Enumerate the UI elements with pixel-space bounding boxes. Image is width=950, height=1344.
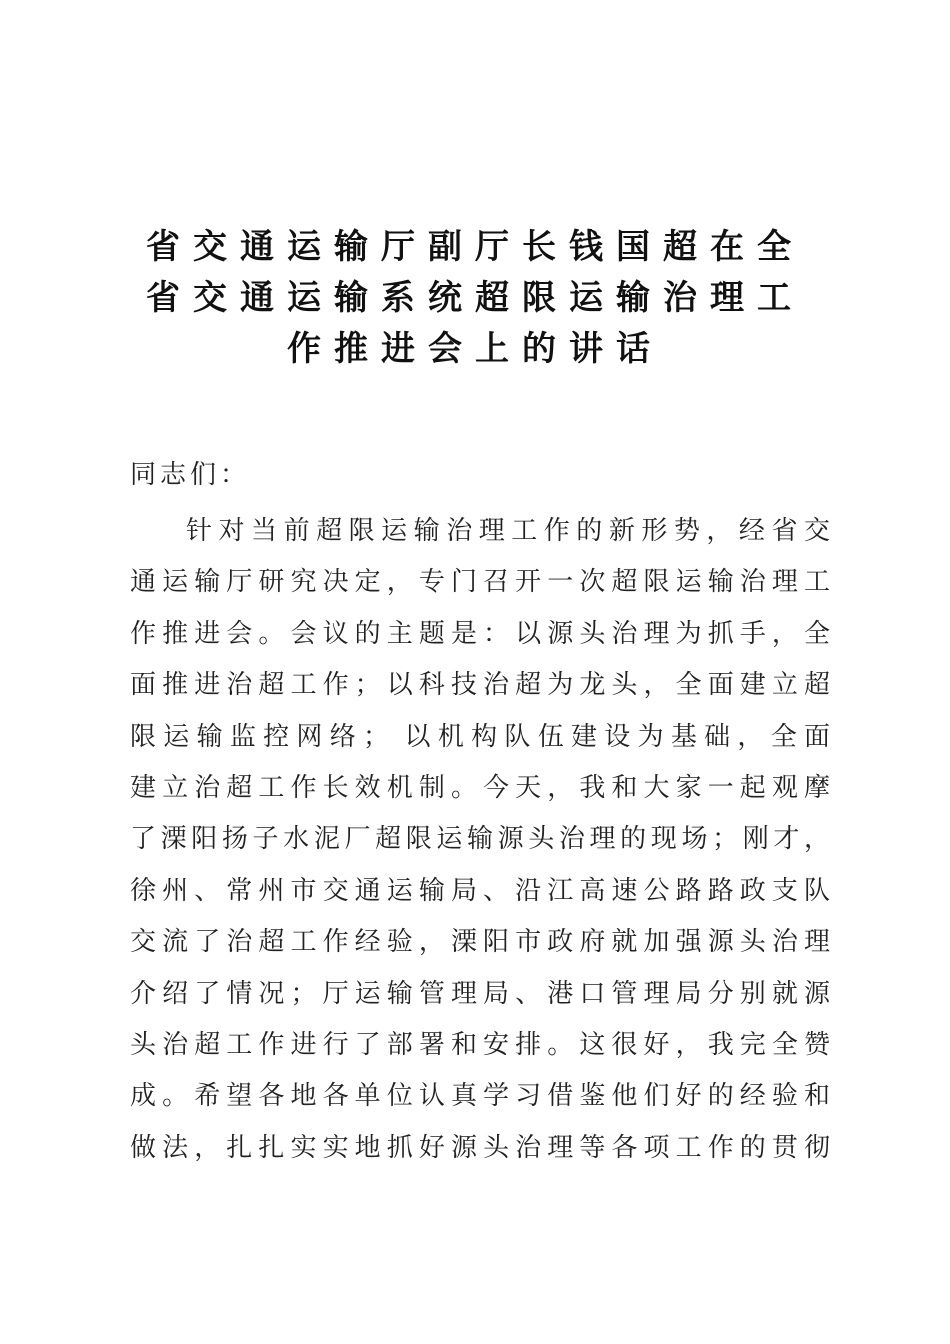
title-line: 作推进会上的讲话 <box>287 329 663 369</box>
document-title <box>100 222 850 375</box>
paragraph-line: 做法，扎扎实实地抓好源头治理等各项工作的贯彻 <box>130 1132 830 1163</box>
paragraph-line: 成。希望各地各单位认真学习借鉴他们好的经验和 <box>130 1081 830 1112</box>
document-body <box>130 454 830 1174</box>
paragraph-line: 作推进会。会议的主题是：以源头治理为抓手，全 <box>130 618 830 649</box>
paragraph-line: 限运输监控网络； 以机构队伍建设为基础，全面 <box>130 721 830 752</box>
title-line: 省交通运输厅副厅长钱国超在全 <box>146 227 804 267</box>
paragraph-line: 建立治超工作长效机制。今天，我和大家一起观摩 <box>130 772 830 803</box>
paragraph-line: 头治超工作进行了部署和安排。这很好，我完全赞 <box>130 1029 830 1060</box>
paragraph-line: 面推进治超工作；以科技治超为龙头，全面建立超 <box>130 670 830 701</box>
paragraph-line: 了溧阳扬子水泥厂超限运输源头治理的现场；刚才， <box>130 824 830 855</box>
paragraph-line: 针对当前超限运输治理工作的新形势，经省交 <box>186 516 830 546</box>
paragraph <box>130 506 830 1174</box>
title-line: 省交通运输系统超限运输治理工 <box>146 278 804 318</box>
salutation: 同志们： <box>130 460 251 490</box>
paragraph-line: 徐州、常州市交通运输局、沿江高速公路路政支队 <box>130 875 830 906</box>
paragraph-line: 交流了治超工作经验，溧阳市政府就加强源头治理 <box>130 927 830 958</box>
paragraph-line: 通运输厅研究决定，专门召开一次超限运输治理工 <box>130 567 830 598</box>
paragraph-line: 介绍了情况；厅运输管理局、港口管理局分别就源 <box>130 978 830 1009</box>
